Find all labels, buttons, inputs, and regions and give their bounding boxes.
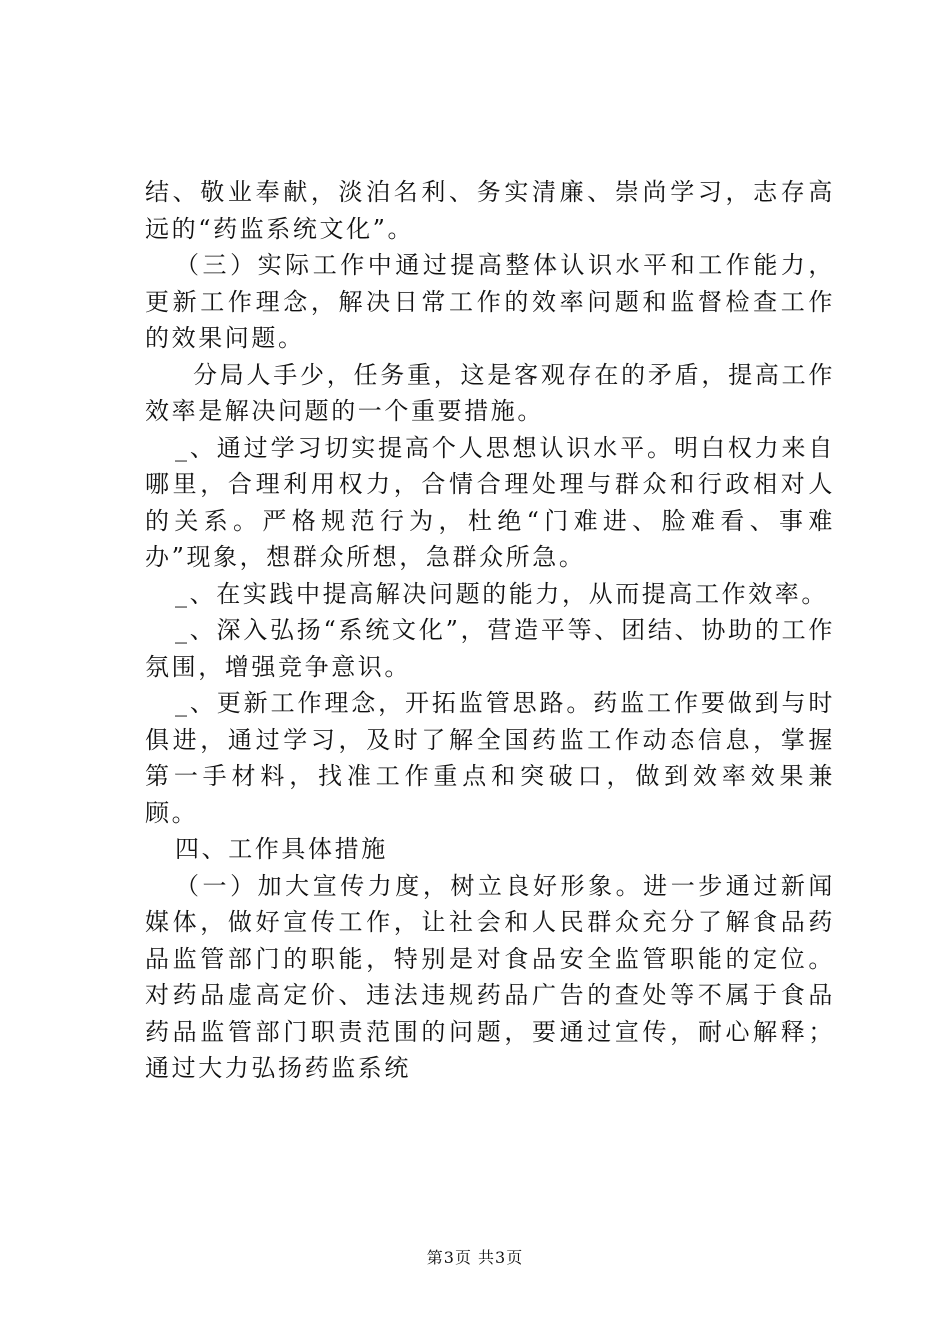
paragraph-4: _、通过学习切实提高个人思想认识水平。明白权力来自哪里，合理利用权力，合情合理处理与群众和行政相对人的关系。严格规范行为，杜绝“门难进、脸难看、事难办”现象，想群众所想，急群众所急。 (145, 433, 835, 571)
section-heading: 四、工作具体措施 (175, 835, 388, 863)
paragraph-2: （三）实际工作中通过提高整体认识水平和工作能力，更新工作理念，解决日常工作的效率问题和监督检查工作的效果问题。 (145, 251, 835, 352)
paragraph-6: _、深入弘扬“系统文化”，营造平等、团结、协助的工作氛围，增强竞争意识。 (145, 616, 835, 681)
paragraph-7: _、更新工作理念，开拓监管思路。药监工作要做到与时俱进，通过学习，及时了解全国药监工作动态信息，掌握第一手材料，找准工作重点和突破口，做到效率效果兼顾。 (145, 689, 835, 827)
paragraph-8: （一）加大宣传力度，树立良好形象。进一步通过新闻媒体，做好宣传工作，让社会和人民群众充分了解食品药品监管部门的职能，特别是对食品安全监管职能的定位。对药品虚高定价、违法违规药品广告的查处等不属于食品药品监管部门职责范围的问题，要通过宣传，耐心解释；通过大力弘扬药监系统 (145, 871, 835, 1082)
paragraph-5: _、在实践中提高解决问题的能力，从而提高工作效率。 (175, 579, 828, 608)
page-footer: 第3页 共3页 (426, 1248, 524, 1267)
paragraph-1: 结、敬业奉献，淡泊名利、务实清廉、崇尚学习，志存高远的“药监系统文化”。 (145, 178, 835, 243)
paragraph-3: 分局人手少，任务重，这是客观存在的矛盾，提高工作效率是解决问题的一个重要措施。 (145, 360, 835, 425)
document-body (145, 174, 835, 1087)
